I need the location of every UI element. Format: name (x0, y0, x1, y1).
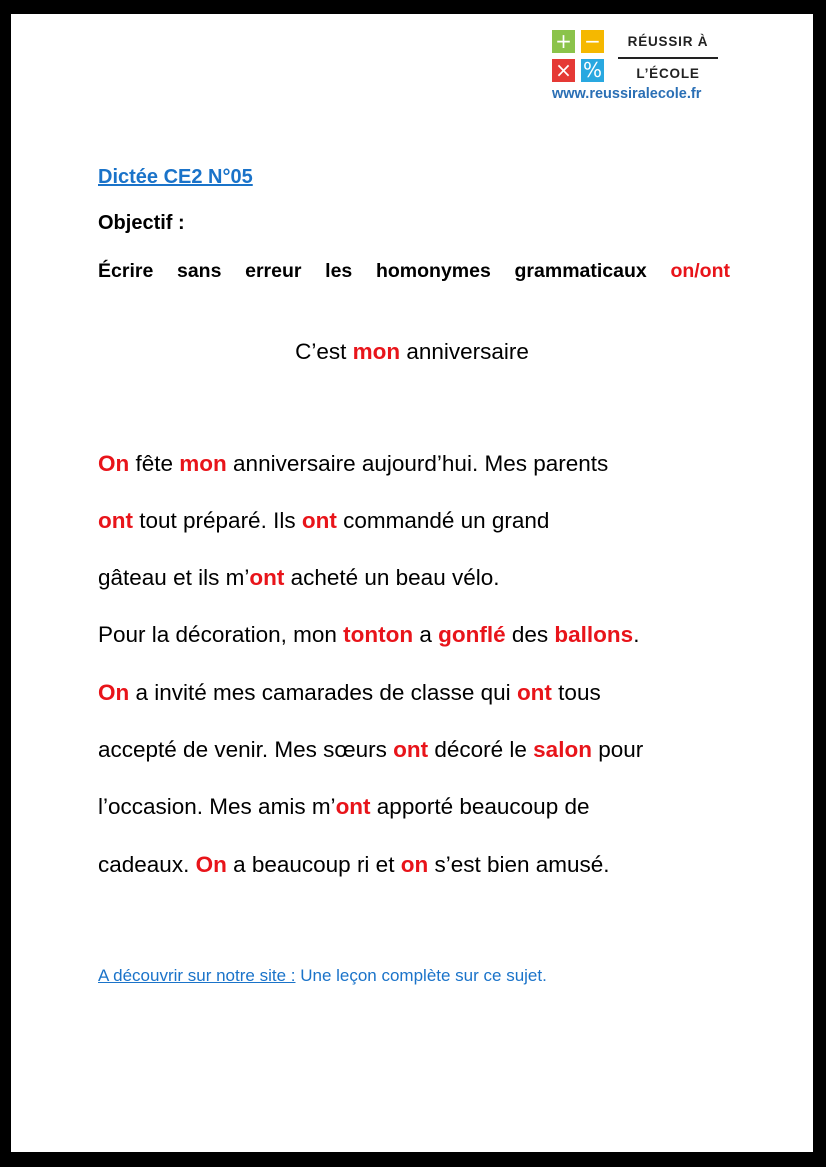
text-segment: l’occasion. Mes amis m’ (98, 794, 336, 819)
minus-icon: − (581, 30, 604, 53)
text-segment: commandé un grand (336, 508, 550, 533)
text-segment: décoré le (428, 737, 534, 762)
dictation-line (98, 680, 601, 706)
dictation-line (98, 565, 499, 591)
highlighted-word: ont (335, 794, 371, 819)
highlighted-word: ont (301, 508, 337, 533)
text-segment: apporté beaucoup de (370, 794, 590, 819)
text-segment: tout préparé. Ils (132, 508, 302, 533)
plus-icon: + (552, 30, 575, 53)
objective-text (98, 260, 730, 283)
text-segment: accepté de venir. Mes sœurs (98, 737, 394, 762)
brand-divider (618, 57, 718, 59)
highlighted-word: gonflé (438, 622, 506, 647)
dictation-line (98, 794, 589, 820)
highlighted-word: ballons (554, 622, 634, 647)
document-page (11, 14, 813, 1152)
highlighted-word: On (98, 680, 130, 705)
objective-label: Objectif : (98, 212, 185, 234)
brand-name-top: RÉUSSIR À (627, 34, 709, 49)
text-segment: anniversaire aujourd’hui. Mes parents (226, 451, 609, 476)
percent-icon: % (582, 58, 602, 82)
text-segment: gâteau et ils m’ (98, 565, 250, 590)
text-segment: . (633, 622, 640, 647)
heading-highlight: mon (352, 339, 401, 364)
highlighted-word: on (400, 852, 429, 877)
dictation-line (98, 737, 643, 763)
objective-text-body: Écrire sans erreur les homonymes grammaticaux (98, 260, 671, 282)
highlighted-word: ont (516, 680, 552, 705)
text-segment: a (413, 622, 439, 647)
highlighted-word: On (98, 451, 130, 476)
dictation-line (98, 852, 610, 878)
heading-part: C’est (295, 339, 353, 364)
highlighted-word: ont (393, 737, 429, 762)
brand-name-bottom: L’ÉCOLE (636, 66, 700, 81)
text-segment: fête (129, 451, 180, 476)
dictation-heading (11, 339, 813, 365)
text-segment: cadeaux. (98, 852, 196, 877)
text-segment: pour (591, 737, 644, 762)
text-segment: Pour la décoration, mon (98, 622, 344, 647)
text-segment: tous (551, 680, 601, 705)
highlighted-word: salon (533, 737, 592, 762)
dictation-line (98, 451, 608, 477)
footer-note (98, 966, 547, 986)
footer-text: Une leçon complète sur ce sujet. (295, 966, 547, 985)
text-segment: a invité mes camarades de classe qui (129, 680, 517, 705)
highlighted-word: ont (98, 508, 133, 533)
dictation-line (98, 508, 549, 534)
text-segment: a beaucoup ri et (226, 852, 401, 877)
text-segment: des (505, 622, 555, 647)
objective-highlight: on/ont (670, 260, 730, 282)
site-logo[interactable] (552, 30, 732, 120)
dictation-title-link[interactable]: Dictée CE2 N°05 (98, 166, 253, 188)
highlighted-word: ont (249, 565, 285, 590)
highlighted-word: tonton (343, 622, 414, 647)
website-link[interactable]: www.reussiralecole.fr (552, 86, 702, 102)
dictation-line (98, 622, 639, 648)
highlighted-word: On (195, 852, 227, 877)
text-segment: acheté un beau vélo. (284, 565, 500, 590)
multiply-icon: × (552, 59, 575, 82)
discover-link[interactable]: A découvrir sur notre site : (98, 966, 296, 985)
highlighted-word: mon (179, 451, 227, 476)
text-segment: s’est bien amusé. (428, 852, 610, 877)
heading-part: anniversaire (400, 339, 529, 364)
